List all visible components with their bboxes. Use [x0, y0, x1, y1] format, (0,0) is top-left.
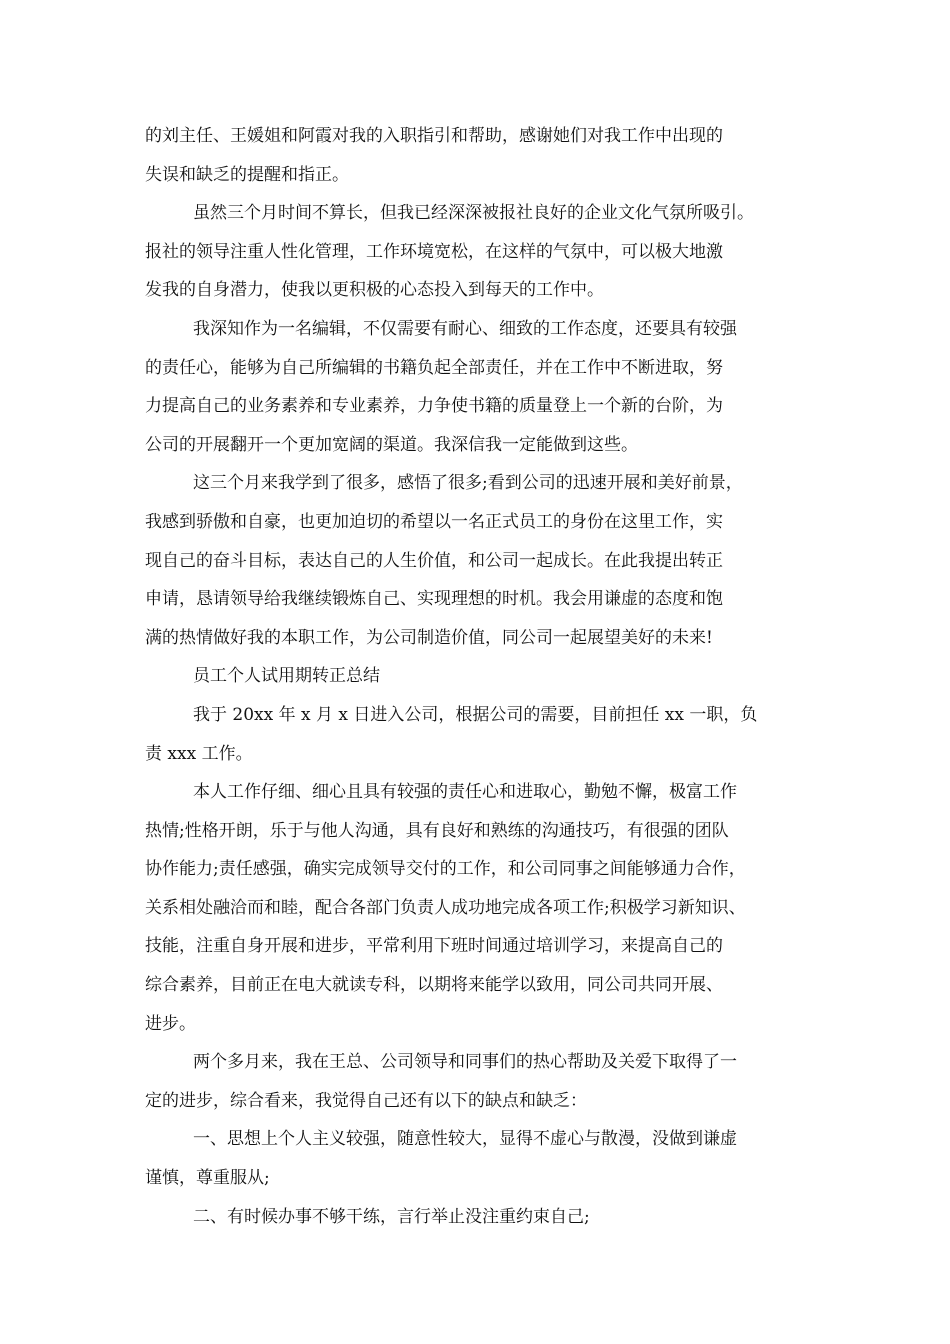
- document-body: [145, 117, 825, 1236]
- text-line: 协作能力;责任感强，确实完成领导交付的工作，和公司同事之间能够通力合作，: [145, 859, 746, 880]
- text-line: 满的热情做好我的本职工作，为公司制造价值，同公司一起展望美好的未来!: [145, 627, 713, 648]
- text-line: 力提高自己的业务素养和专业素养，力争使书籍的质量登上一个新的台阶，为: [145, 396, 723, 417]
- section-heading: 员工个人试用期转正总结: [193, 666, 380, 687]
- text-line: 综合素养，目前正在电大就读专科，以期将来能学以致用，同公司共同开展、: [145, 975, 723, 996]
- text-line: 申请，恳请领导给我继续锻炼自己、实现理想的时机。我会用谦虚的态度和饱: [145, 589, 723, 610]
- text-line: 我深知作为一名编辑，不仅需要有耐心、细致的工作态度，还要具有较强: [193, 318, 737, 339]
- text-line: 虽然三个月时间不算长，但我已经深深被报社良好的企业文化气氛所吸引。: [193, 203, 754, 224]
- text-line: 我于 20xx 年 x 月 x 日进入公司，根据公司的需要，目前担任 xx 一职，负: [193, 704, 758, 725]
- text-line: 谨慎，尊重服从;: [145, 1168, 270, 1189]
- text-line: 二、有时候办事不够干练，言行举止没注重约束自己;: [193, 1206, 590, 1227]
- text-line: 失误和缺乏的提醒和指正。: [145, 164, 349, 185]
- text-line: 现自己的奋斗目标，表达自己的人生价值，和公司一起成长。在此我提出转正: [145, 550, 723, 571]
- text-line: 我感到骄傲和自豪，也更加迫切的希望以一名正式员工的身份在这里工作，实: [145, 511, 723, 532]
- text-line: 本人工作仔细、细心且具有较强的责任心和进取心，勤勉不懈，极富工作: [193, 782, 737, 803]
- text-line: 这三个月来我学到了很多，感悟了很多;看到公司的迅速开展和美好前景，: [193, 473, 743, 494]
- text-line: 定的进步，综合看来，我觉得自己还有以下的缺点和缺乏：: [145, 1090, 587, 1111]
- text-line: 发我的自身潜力，使我以更积极的心态投入到每天的工作中。: [145, 280, 604, 301]
- text-line: 责 xxx 工作。: [145, 743, 253, 764]
- text-line: 两个多月来，我在王总、公司领导和同事们的热心帮助及关爱下取得了一: [193, 1052, 737, 1073]
- text-line: 进步。: [145, 1013, 196, 1034]
- text-line: 公司的开展翻开一个更加宽阔的渠道。我深信我一定能做到这些。: [145, 434, 638, 455]
- text-line: 报社的领导注重人性化管理，工作环境宽松，在这样的气氛中，可以极大地激: [145, 241, 723, 262]
- text-line: 热情;性格开朗，乐于与他人沟通，具有良好和熟练的沟通技巧，有很强的团队: [145, 820, 729, 841]
- text-line: 的刘主任、王媛姐和阿霞对我的入职指引和帮助，感谢她们对我工作中出现的: [145, 126, 723, 146]
- text-line: 技能，注重自身开展和进步，平常利用下班时间通过培训学习，来提高自己的: [145, 936, 723, 957]
- text-line: 的责任心，能够为自己所编辑的书籍负起全部责任，并在工作中不断进取，努: [145, 357, 723, 378]
- text-line: 一、思想上个人主义较强，随意性较大，显得不虚心与散漫，没做到谦虚: [193, 1129, 737, 1150]
- text-line: 关系相处融洽而和睦，配合各部门负责人成功地完成各项工作;积极学习新知识、: [145, 897, 746, 918]
